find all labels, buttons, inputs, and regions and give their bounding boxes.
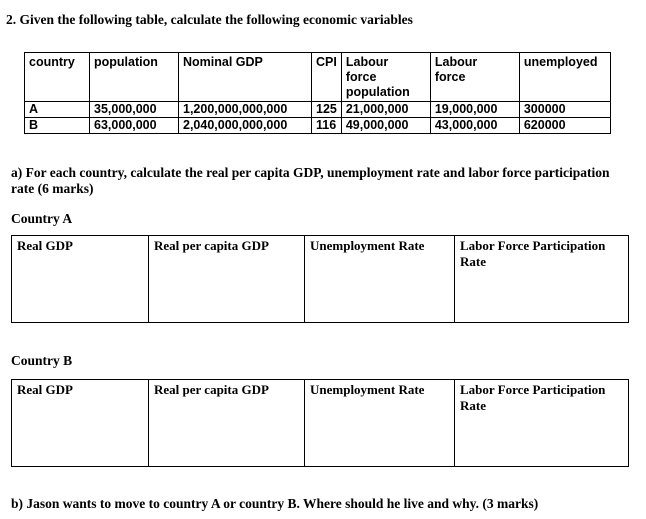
answer-label: Real per capita GDP — [154, 238, 269, 253]
answer-cell-real-per-capita-gdp[interactable] — [149, 236, 305, 323]
cell-unemployed: 300000 — [519, 102, 610, 118]
answer-cell-labor-force-participation-rate[interactable] — [455, 236, 629, 323]
cell-labour-force: 43,000,000 — [430, 118, 519, 134]
part-b-question: b) Jason wants to move to country A or country B. Where should he live and why. (3 marks) — [11, 496, 539, 511]
question-title: 2. Given the following table, calculate the following economic variables — [6, 12, 413, 27]
header-unemployed: unemployed — [519, 53, 610, 102]
cell-country: B — [25, 118, 90, 134]
cell-cpi: 116 — [312, 118, 342, 134]
cell-country: A — [25, 102, 90, 118]
answer-label: Labor Force Participation Rate — [460, 382, 606, 413]
header-country: country — [25, 53, 90, 102]
answer-row — [12, 380, 629, 467]
table-row — [25, 102, 611, 118]
cell-population: 63,000,000 — [90, 118, 179, 134]
answer-cell-unemployment-rate[interactable] — [305, 236, 455, 323]
answer-cell-real-gdp[interactable] — [12, 380, 149, 467]
answer-cell-real-gdp[interactable] — [12, 236, 149, 323]
table-header-row — [25, 53, 611, 102]
cell-labour-force-population: 49,000,000 — [341, 118, 430, 134]
country-a-label: Country A — [11, 211, 73, 226]
answer-label: Unemployment Rate — [310, 382, 425, 397]
cell-nominal-gdp: 1,200,000,000,000 — [179, 102, 312, 118]
answer-row — [12, 236, 629, 323]
cell-cpi: 125 — [312, 102, 342, 118]
cell-labour-force: 19,000,000 — [430, 102, 519, 118]
cell-nominal-gdp: 2,040,000,000,000 — [179, 118, 312, 134]
answer-label: Unemployment Rate — [310, 238, 425, 253]
header-labour-force-population-line-1: Labour — [345, 55, 389, 69]
header-labour-force-population — [341, 53, 430, 102]
part-a-question: a) For each country, calculate the real per capita GDP, unemployment rate and labor force participation rate (6 marks) — [11, 165, 610, 196]
country-b-answer-table — [11, 379, 629, 467]
cell-population: 35,000,000 — [90, 102, 179, 118]
answer-cell-unemployment-rate[interactable] — [305, 380, 455, 467]
answer-label: Labor Force Participation Rate — [460, 238, 606, 269]
answer-label: Real GDP — [17, 382, 73, 397]
header-labour-force-line-2: force — [434, 70, 466, 84]
answer-label: Real GDP — [17, 238, 73, 253]
table-row — [25, 118, 611, 134]
economic-data-table — [24, 52, 611, 134]
answer-cell-labor-force-participation-rate[interactable] — [455, 380, 629, 467]
header-nominal-gdp: Nominal GDP — [179, 53, 312, 102]
cell-labour-force-population: 21,000,000 — [341, 102, 430, 118]
header-population: population — [90, 53, 179, 102]
answer-cell-real-per-capita-gdp[interactable] — [149, 380, 305, 467]
header-labour-force — [430, 53, 519, 102]
header-labour-force-population-line-2: force — [345, 70, 377, 84]
country-a-answer-table — [11, 235, 629, 323]
header-labour-force-line-1: Labour — [434, 55, 478, 69]
header-cpi: CPI — [312, 53, 342, 102]
answer-label: Real per capita GDP — [154, 382, 269, 397]
cell-unemployed: 620000 — [519, 118, 610, 134]
header-labour-force-population-line-3: population — [345, 85, 410, 99]
country-b-label: Country B — [11, 353, 73, 368]
